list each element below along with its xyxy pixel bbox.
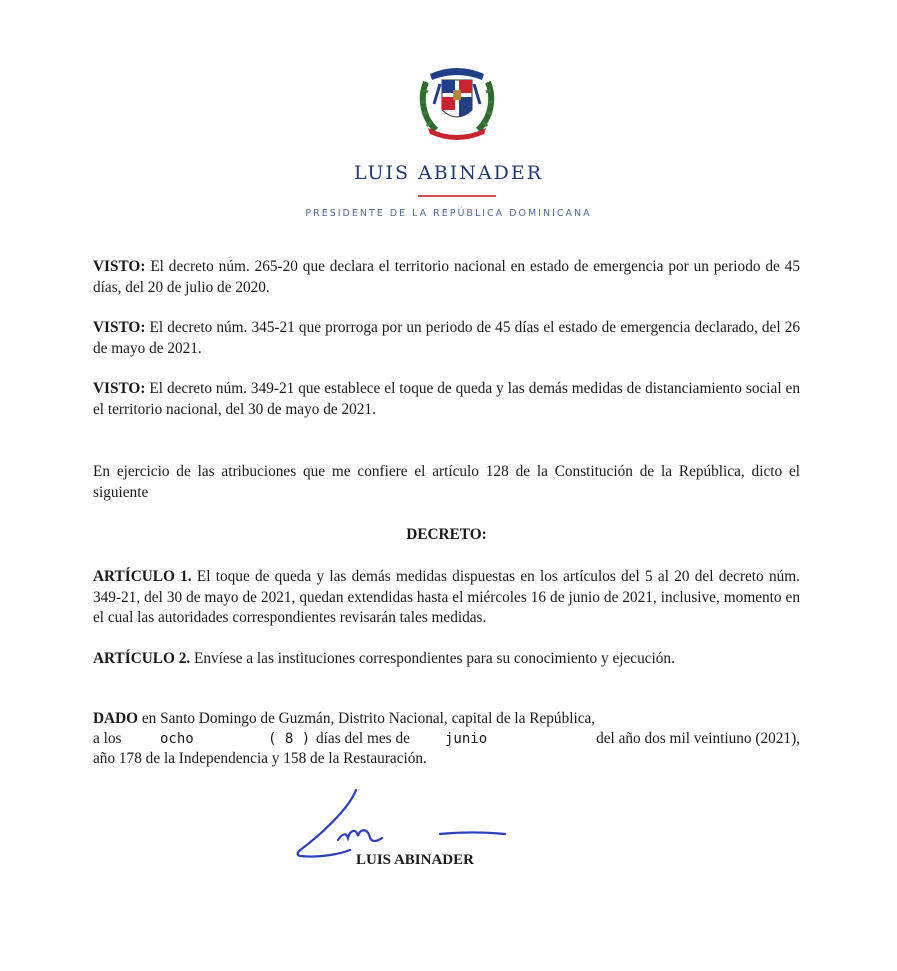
dado-day-word: ocho	[160, 731, 194, 747]
dado-day-number: ( 8 )	[268, 731, 311, 747]
visto-text: El decreto núm. 345-21 que prorroga por un periodo de 45 días el estado de emergencia declarado, del 26 de mayo de 2021.	[93, 319, 800, 357]
dado-year: del año dos mil veintiuno (2021),	[596, 730, 800, 747]
visto-label: VISTO:	[93, 319, 146, 336]
articulo-label: ARTÍCULO 2.	[93, 650, 191, 667]
signature-name: LUIS ABINADER	[356, 852, 474, 868]
decreto-title	[93, 525, 800, 546]
visto-text: El decreto núm. 265-20 que declara el territorio nacional en estado de emergencia por un periodo de 45 días, del 20 de julio de 2020.	[93, 258, 800, 296]
articulo-paragraph	[93, 649, 800, 670]
visto-paragraph	[93, 318, 800, 359]
header-name: LUIS ABINADER	[353, 162, 544, 184]
dado-dias-del-mes: días del mes de	[316, 730, 410, 747]
visto-paragraph	[93, 379, 800, 420]
articulo-text: El toque de queda y las demás medidas dispuestas en los artículos del 5 al 20 del decreto núm. 349-21, del 30 de mayo de 2021, quedan extendidas hasta el miércoles 16 de junio de 2021, inclusive, momento en el cual las autoridades correspondientes revisarán tales medidas.	[93, 568, 800, 626]
visto-text: El decreto núm. 349-21 que establece el toque de queda y las demás medidas de distanciamiento social en el territorio nacional, del 30 de mayo de 2021.	[93, 380, 800, 418]
dado-a-los: a los	[93, 730, 122, 747]
articulo-paragraph	[93, 567, 800, 629]
coat-of-arms-icon	[416, 62, 498, 142]
articulo-text: Envíese a las instituciones correspondientes para su conocimiento y ejecución.	[190, 650, 675, 667]
dado-label: DADO	[93, 710, 139, 727]
dado-month: junio	[445, 731, 488, 747]
dado-closing-line: año 178 de la Independencia y 158 de la Restauración.	[93, 750, 427, 767]
visto-label: VISTO:	[93, 380, 146, 397]
articulo-label: ARTÍCULO 1.	[93, 568, 192, 585]
dado-paragraph	[93, 709, 800, 730]
visto-paragraph	[93, 257, 800, 298]
visto-label: VISTO:	[93, 258, 146, 275]
ejercicio-paragraph: En ejercicio de las atribuciones que me confiere el artículo 128 de la Constitución de la República, dicto el siguiente	[93, 463, 800, 501]
header-subtitle: PRESIDENTE DE LA REPÚBLICA DOMINICANA	[305, 208, 592, 219]
header-divider	[418, 195, 496, 197]
dado-text: en Santo Domingo de Guzmán, Distrito Nacional, capital de la República,	[138, 710, 596, 727]
decreto-title-text: DECRETO:	[406, 526, 487, 543]
